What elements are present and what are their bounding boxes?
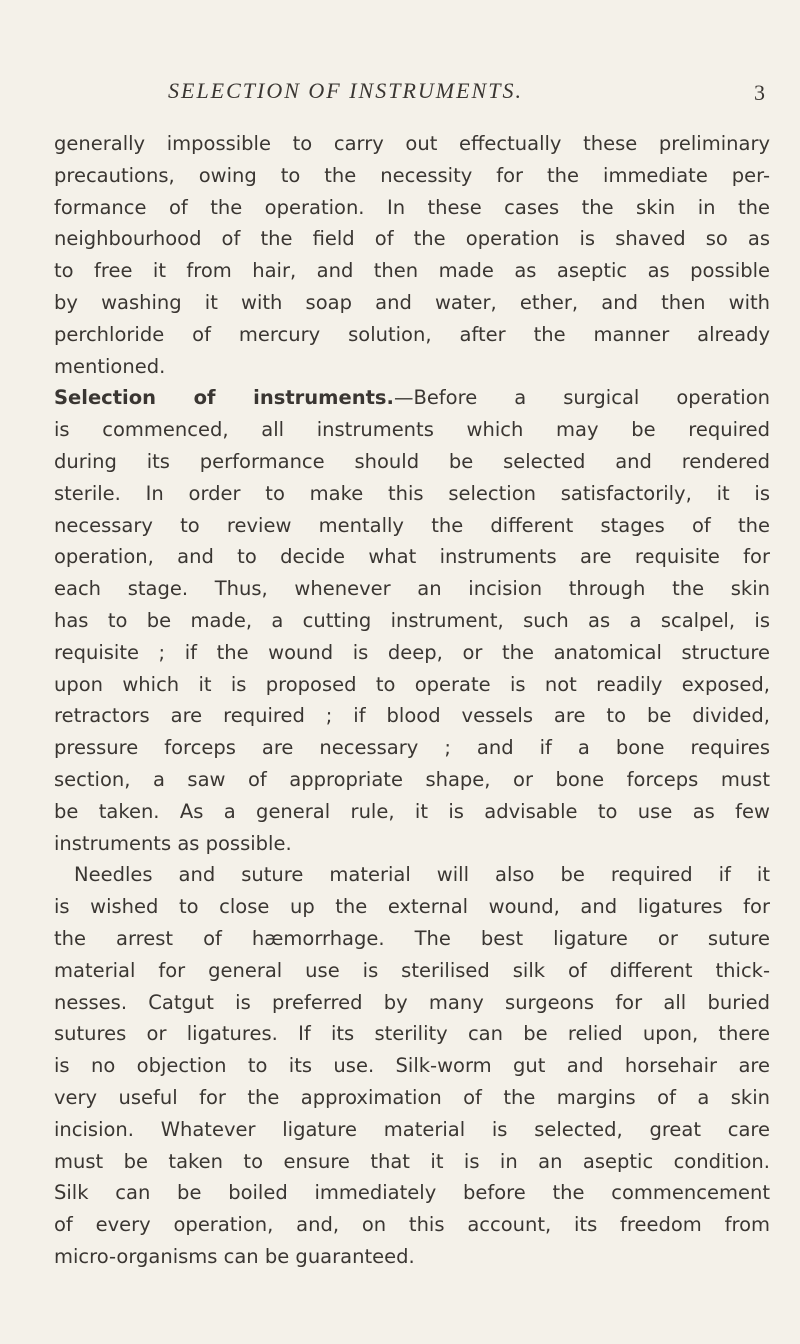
text-line: retractors are required ; if blood vessels are to be divided, (54, 704, 770, 728)
text-line: pressure forceps are necessary ; and if a bone requires (54, 736, 770, 760)
running-head: SELECTION OF INSTRUMENTS. (168, 78, 523, 103)
body-text (54, 128, 770, 1273)
text-line-with-heading (54, 382, 770, 414)
text-line: generally impossible to carry out effectually these preliminary (54, 132, 770, 155)
text-line: incision. Whatever ligature material is selected, great care (54, 1117, 770, 1141)
text-line: nesses. Catgut is preferred by many surgeons for all buried (54, 990, 770, 1014)
text-line: Needles and suture material will also be required if it (74, 863, 770, 887)
text-line: must be taken to ensure that it is in an aseptic condition. (54, 1149, 770, 1173)
heading-line-text: —Before a surgical operation (393, 386, 770, 410)
text-line: micro-organisms can be guaranteed. (54, 1244, 415, 1268)
text-line: the arrest of hæmorrhage. The best ligature or suture (54, 926, 770, 950)
text-line: Silk can be boiled immediately before the commencement (54, 1181, 770, 1205)
text-line: during its performance should be selected and rendered (54, 449, 770, 473)
text-line: sterile. In order to make this selection satisfactorily, it is (54, 481, 770, 505)
text-line: necessary to review mentally the different stages of the (54, 513, 770, 537)
text-line: perchloride of mercury solution, after the manner already (54, 322, 770, 346)
text-line: section, a saw of appropriate shape, or bone forceps must (54, 767, 770, 791)
text-line: mentioned. (54, 354, 166, 378)
text-line: be taken. As a general rule, it is advisable to use as few (54, 799, 770, 823)
text-line: sutures or ligatures. If its sterility can be relied upon, there (54, 1022, 770, 1046)
text-line: to free it from hair, and then made as aseptic as possible (54, 259, 770, 283)
text-line: of every operation, and, on this account, its freedom from (54, 1213, 770, 1237)
page-number: 3 (754, 80, 765, 105)
text-line: by washing it with soap and water, ether, and then with (54, 290, 770, 314)
text-line: is no objection to its use. Silk-worm gut and horsehair are (54, 1054, 770, 1078)
paragraph-needles-and-sutures (54, 859, 770, 1272)
text-line: requisite ; if the wound is deep, or the anatomical structure (54, 640, 770, 664)
text-line: neighbourhood of the field of the operation is shaved so as (54, 227, 770, 251)
paragraph-preliminary-precautions (54, 128, 770, 382)
text-line: precautions, owing to the necessity for the immediate per- (54, 163, 770, 187)
text-line: upon which it is proposed to operate is not readily exposed, (54, 672, 770, 696)
text-line: very useful for the approximation of the margins of a skin (54, 1085, 770, 1109)
text-line: instruments as possible. (54, 831, 292, 855)
text-line: is commenced, all instruments which may be required (54, 418, 770, 442)
section-heading: Selection of instruments. (54, 386, 394, 410)
text-line: is wished to close up the external wound, and ligatures for (54, 895, 770, 919)
text-line: material for general use is sterilised silk of different thick- (54, 958, 770, 982)
text-line: formance of the operation. In these cases the skin in the (54, 195, 770, 219)
paragraph-selection-of-instruments (54, 382, 770, 859)
text-line: each stage. Thus, whenever an incision through the skin (54, 577, 770, 601)
text-line: has to be made, a cutting instrument, such as a scalpel, is (54, 608, 770, 632)
text-line: operation, and to decide what instruments are requisite for (54, 545, 770, 569)
